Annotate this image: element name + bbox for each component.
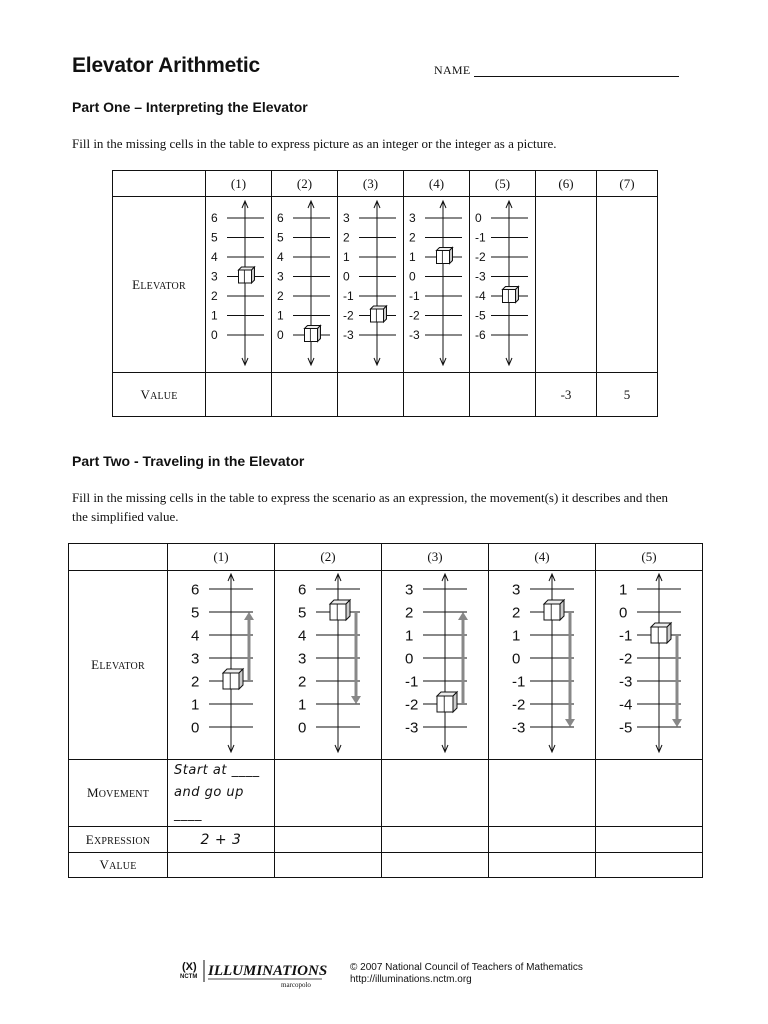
value-cell[interactable]	[382, 853, 489, 878]
elevator-car	[238, 267, 254, 283]
logo-subtext: marcopolo	[281, 981, 311, 989]
floor-label: 4	[276, 249, 284, 264]
floor-label: 4	[210, 249, 218, 264]
car-front	[544, 604, 560, 620]
floor-label: 2	[512, 604, 521, 622]
floor-label: 1	[342, 249, 350, 264]
floor-label: -3	[512, 719, 526, 737]
floor-label: 1	[619, 581, 628, 599]
floor-label: -2	[512, 696, 526, 714]
floor-label: -2	[619, 650, 633, 668]
elevator-car	[330, 600, 350, 620]
elevator-cell-blank[interactable]	[597, 197, 658, 373]
name-blank[interactable]	[474, 76, 679, 77]
elevator-cell	[489, 571, 596, 760]
floor-label: 5	[210, 230, 218, 245]
car-side	[560, 600, 564, 620]
row-label-elevator: ELEVATOR	[69, 571, 168, 760]
car-front	[437, 696, 453, 712]
floor-label: 5	[191, 604, 200, 622]
elevator-car	[651, 623, 671, 643]
floor-label: -2	[408, 308, 420, 323]
elevator-cell	[404, 197, 470, 373]
floor-label: -4	[619, 696, 633, 714]
value-cell[interactable]	[338, 373, 404, 417]
movement-cell[interactable]	[489, 760, 596, 827]
car-front	[223, 673, 239, 689]
value-cell[interactable]	[489, 853, 596, 878]
floor-label: -5	[474, 308, 486, 323]
elevator-diagram	[383, 571, 487, 755]
car-front	[651, 627, 667, 643]
elevator-diagram	[471, 198, 535, 368]
floor-label: 1	[405, 627, 414, 645]
logo-wordmark: ILLUMINATIONS	[208, 963, 328, 979]
floor-label: -3	[619, 673, 633, 691]
value-cell[interactable]	[404, 373, 470, 417]
floor-label: 3	[512, 581, 521, 599]
car-front	[238, 270, 251, 283]
movement-arrow-head	[458, 612, 468, 620]
floor-label: -3	[405, 719, 419, 737]
part-one-table	[112, 170, 658, 417]
part-one-instructions: Fill in the missing cells in the table to express picture as an integer or the integer as a picture.	[72, 136, 557, 151]
expression-cell[interactable]	[489, 827, 596, 853]
floor-label: 2	[405, 604, 414, 622]
movement-line: and go up ____	[174, 785, 244, 822]
car-side	[317, 325, 320, 341]
floor-label: -4	[474, 288, 486, 303]
value-cell[interactable]	[596, 853, 703, 878]
nctm-badge: NCTM	[180, 974, 198, 980]
floor-label: -5	[619, 719, 633, 737]
column-header: (4)	[489, 544, 596, 571]
floor-label: 1	[191, 696, 200, 714]
expression-cell[interactable]: 2 + 3	[168, 827, 275, 853]
value-cell[interactable]	[206, 373, 272, 417]
car-side	[383, 306, 386, 322]
movement-arrow-head	[244, 612, 254, 620]
movement-arrow-head	[351, 696, 361, 704]
part-two-instructions: Fill in the missing cells in the table to express the scenario as an expression, the movement(s) it describes and then the simplified value.	[72, 490, 669, 524]
movement-cell[interactable]	[275, 760, 382, 827]
floor-label: 0	[474, 210, 482, 225]
logo-glyph: (X)	[182, 961, 197, 973]
floor-label: -1	[342, 288, 354, 303]
elevator-diagram	[405, 198, 469, 368]
elevator-cell	[206, 197, 272, 373]
movement-cell[interactable]	[596, 760, 703, 827]
car-front	[330, 604, 346, 620]
elevator-cell	[338, 197, 404, 373]
floor-label: -1	[474, 230, 486, 245]
column-header: (3)	[338, 171, 404, 197]
movement-arrow-head	[672, 719, 682, 727]
floor-label: -1	[619, 627, 633, 645]
value-cell: 5	[597, 373, 658, 417]
floor-label: 2	[210, 288, 218, 303]
elevator-cell	[596, 571, 703, 760]
movement-arrow-head	[565, 719, 575, 727]
floor-label: 1	[298, 696, 307, 714]
floor-label: 3	[298, 650, 307, 668]
floor-label: -3	[408, 327, 420, 342]
footer-url[interactable]: http://illuminations.nctm.org	[350, 974, 472, 985]
column-header: (4)	[404, 171, 470, 197]
floor-label: 1	[408, 249, 416, 264]
car-side	[515, 286, 518, 302]
value-cell: -3	[536, 373, 597, 417]
floor-label: 0	[342, 269, 350, 284]
column-header: (2)	[272, 171, 338, 197]
floor-label: 0	[405, 650, 414, 668]
floor-label: 2	[191, 673, 200, 691]
elevator-diagram	[273, 198, 337, 368]
corner-cell	[113, 171, 206, 197]
floor-label: 3	[191, 650, 200, 668]
movement-cell[interactable]	[168, 760, 275, 827]
floor-label: 0	[512, 650, 521, 668]
elevator-diagram	[207, 198, 271, 368]
column-header: (5)	[470, 171, 536, 197]
floor-label: 6	[276, 210, 284, 225]
car-side	[239, 669, 243, 689]
floor-label: 1	[276, 308, 284, 323]
elevator-cell	[470, 197, 536, 373]
footer-credits	[350, 962, 583, 986]
row-label-elevator: ELEVATOR	[113, 197, 206, 373]
floor-label: 0	[298, 719, 307, 737]
value-cell[interactable]	[470, 373, 536, 417]
car-side	[453, 692, 457, 712]
floor-label: -3	[342, 327, 354, 342]
expression-cell[interactable]	[275, 827, 382, 853]
elevator-diagram	[169, 571, 273, 755]
floor-label: 6	[210, 210, 218, 225]
car-side	[667, 623, 671, 643]
floor-label: 0	[408, 269, 416, 284]
column-header: (6)	[536, 171, 597, 197]
floor-label: 3	[342, 210, 350, 225]
worksheet-title: Elevator Arithmetic	[72, 54, 260, 77]
part-two-table	[68, 543, 703, 878]
elevator-car	[544, 600, 564, 620]
value-cell[interactable]	[272, 373, 338, 417]
movement-line: Start at ____	[174, 763, 260, 778]
elevator-car	[502, 286, 518, 302]
floor-label: 5	[298, 604, 307, 622]
copyright-text: © 2007 National Council of Teachers of Mathematics	[350, 962, 583, 973]
car-front	[304, 328, 317, 341]
part-one-heading: Part One – Interpreting the Elevator	[72, 99, 308, 115]
floor-label: 2	[342, 230, 350, 245]
expression-cell[interactable]	[382, 827, 489, 853]
row-label-value: VALUE	[113, 373, 206, 417]
floor-label: -6	[474, 327, 486, 342]
floor-label: 2	[276, 288, 284, 303]
column-header: (7)	[597, 171, 658, 197]
floor-label: -1	[512, 673, 526, 691]
elevator-car	[436, 247, 452, 263]
column-header: (5)	[596, 544, 703, 571]
floor-label: 3	[408, 210, 416, 225]
corner-cell	[69, 544, 168, 571]
floor-label: 0	[210, 327, 218, 342]
floor-label: 4	[298, 627, 307, 645]
car-front	[502, 289, 515, 302]
row-label-expression: EXPRESSION	[69, 827, 168, 853]
elevator-car	[370, 306, 386, 322]
illuminations-logo	[178, 956, 328, 990]
floor-label: 3	[210, 269, 218, 284]
floor-label: 1	[210, 308, 218, 323]
floor-label: -2	[342, 308, 354, 323]
car-front	[370, 309, 383, 322]
elevator-cell	[382, 571, 489, 760]
elevator-cell	[275, 571, 382, 760]
floor-label: 5	[276, 230, 284, 245]
floor-label: 4	[191, 627, 200, 645]
floor-label: 3	[276, 269, 284, 284]
floor-label: 6	[191, 581, 200, 599]
value-cell[interactable]	[275, 853, 382, 878]
column-header: (2)	[275, 544, 382, 571]
expression-cell[interactable]	[596, 827, 703, 853]
floor-label: -2	[405, 696, 419, 714]
column-header: (1)	[206, 171, 272, 197]
floor-label: 0	[276, 327, 284, 342]
floor-label: 3	[405, 581, 414, 599]
elevator-diagram	[490, 571, 594, 755]
car-side	[346, 600, 350, 620]
part-two-heading: Part Two - Traveling in the Elevator	[72, 453, 305, 469]
floor-label: 6	[298, 581, 307, 599]
elevator-cell	[168, 571, 275, 760]
row-label-value: VALUE	[69, 853, 168, 878]
floor-label: -3	[474, 269, 486, 284]
floor-label: 1	[512, 627, 521, 645]
elevator-cell	[272, 197, 338, 373]
floor-label: 0	[191, 719, 200, 737]
elevator-diagram	[276, 571, 380, 755]
car-side	[251, 267, 254, 283]
floor-label: 2	[298, 673, 307, 691]
car-side	[449, 247, 452, 263]
floor-label: -2	[474, 249, 486, 264]
elevator-car	[223, 669, 243, 689]
elevator-cell-blank[interactable]	[536, 197, 597, 373]
column-header: (3)	[382, 544, 489, 571]
floor-label: 0	[619, 604, 628, 622]
elevator-car	[304, 325, 320, 341]
floor-label: -1	[405, 673, 419, 691]
row-label-movement: MOVEMENT	[69, 760, 168, 827]
value-cell[interactable]	[168, 853, 275, 878]
name-label: NAME	[434, 63, 471, 77]
floor-label: 2	[408, 230, 416, 245]
elevator-diagram	[597, 571, 701, 755]
movement-cell[interactable]	[382, 760, 489, 827]
elevator-diagram	[339, 198, 403, 368]
elevator-car	[437, 692, 457, 712]
floor-label: -1	[408, 288, 420, 303]
car-front	[436, 250, 449, 263]
column-header: (1)	[168, 544, 275, 571]
